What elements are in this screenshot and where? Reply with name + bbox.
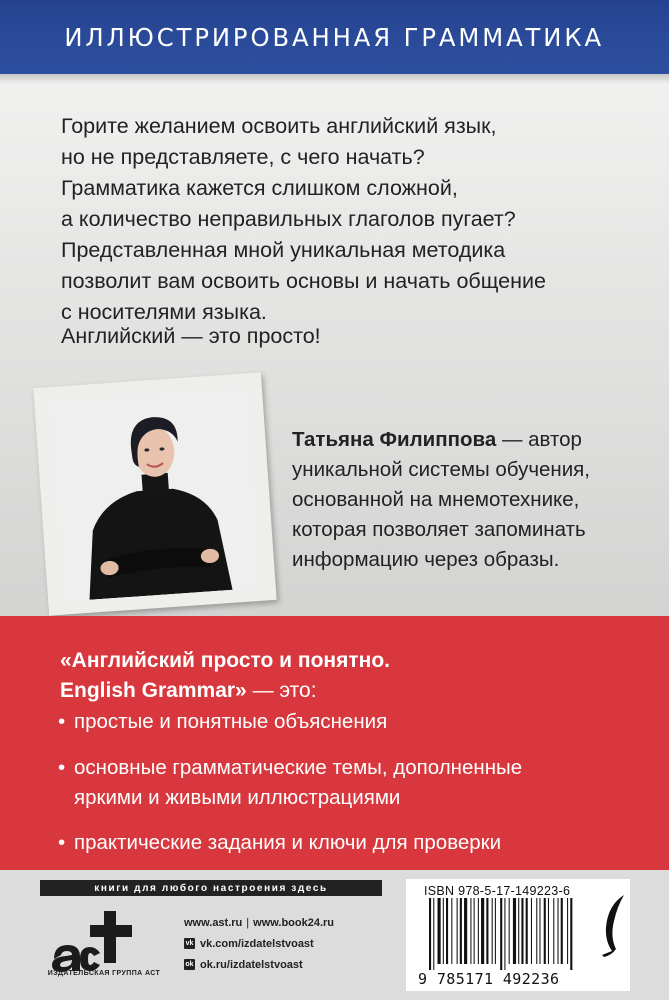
barcode-bar [464, 898, 467, 964]
bullet-icon: • [58, 831, 66, 854]
publisher-links [184, 912, 334, 975]
barcode-bar [492, 898, 493, 964]
barcode-bar [457, 898, 458, 964]
barcode-bar [486, 898, 488, 964]
intro-line: Представленная мной уникальная методика [61, 238, 506, 262]
feather-logo-icon [600, 893, 626, 959]
list-item-text: яркими и живыми иллюстрациями [74, 786, 401, 809]
list-item [58, 753, 648, 813]
features-title-line [60, 676, 640, 706]
barcode-bar [531, 898, 532, 964]
slogan-bar: книги для любого настроения здесь [40, 880, 382, 896]
barcode-bar [504, 898, 505, 970]
barcode-digits: 9 785171 492236 [418, 970, 560, 988]
publisher-caption: ИЗДАТЕЛЬСКАЯ ГРУППА АСТ [47, 970, 161, 977]
author-bio-text: — автор [496, 428, 582, 451]
barcode-bar [429, 898, 431, 970]
barcode-bar [443, 898, 444, 964]
barcode-bar [539, 898, 540, 964]
barcode-bar [474, 898, 475, 964]
features-title-line: «Английский просто и понятно. [60, 649, 390, 672]
barcode-bar [548, 898, 549, 964]
barcode-bar [451, 898, 452, 964]
website-link-ast[interactable]: www.ast.ru [184, 916, 243, 929]
barcode-bar [561, 898, 563, 964]
barcode-bar [509, 898, 510, 964]
barcode-bar [446, 898, 448, 964]
intro-line: Горите желанием освоить английский язык, [61, 114, 497, 138]
series-title: ИЛЛЮСТРИРОВАННАЯ ГРАММАТИКА [64, 22, 605, 52]
author-bio-line: информацию через образы. [292, 548, 560, 571]
intro-line: Грамматика кажется слишком сложной, [61, 176, 458, 200]
list-item-text: практические задания и ключи для проверки [74, 831, 502, 854]
barcode-bar [521, 898, 523, 964]
tagline: Английский — это просто! [61, 324, 321, 348]
vk-link[interactable]: vk.com/izdatelstvoast [200, 937, 314, 950]
bullet-icon: • [58, 756, 66, 779]
author-bio-line: уникальной системы обучения, [292, 458, 590, 481]
barcode-bar [433, 898, 434, 970]
intro-text [61, 111, 621, 328]
header-shadow [0, 74, 669, 84]
list-item-text: основные грамматические темы, дополненные [74, 756, 523, 779]
website-row [184, 912, 334, 933]
features-list [58, 707, 648, 858]
barcode-bar [536, 898, 537, 964]
vk-row [184, 933, 334, 954]
barcode-bar [567, 898, 568, 964]
barcode-bar [438, 898, 441, 964]
intro-line: но не представляете, с чего начать? [61, 145, 425, 169]
barcode-bar [481, 898, 484, 964]
intro-line: позволит вам освоить основы и начать общение [61, 269, 546, 293]
features-title-rest: — это: [246, 679, 317, 702]
barcode-bar [495, 898, 496, 964]
barcode-icon [427, 898, 602, 970]
features-title-bold: English Grammar» [60, 679, 247, 702]
barcode-bar [478, 898, 479, 964]
barcode-bar [570, 898, 572, 970]
barcode-bar [460, 898, 462, 964]
link-separator: | [246, 916, 250, 929]
author-bio [292, 425, 652, 575]
author-portrait-illustration [47, 386, 263, 602]
bullet-icon: • [58, 710, 66, 733]
vk-icon: vk [185, 940, 194, 947]
barcode-bar [470, 898, 471, 964]
header-band [0, 0, 669, 74]
ok-link[interactable]: ok.ru/izdatelstvoast [200, 958, 303, 971]
author-bio-line [292, 425, 652, 455]
barcode-bar [500, 898, 502, 970]
ok-icon: ok [185, 961, 194, 968]
author-photo [47, 386, 263, 602]
author-name: Татьяна Филиппова [292, 428, 497, 451]
ok-row [184, 954, 334, 975]
list-item [58, 828, 648, 858]
author-bio-line: основанной на мнемотехнике, [292, 488, 580, 511]
website-link-book24[interactable]: www.book24.ru [253, 916, 335, 929]
barcode-bar [513, 898, 516, 964]
barcode-bar [526, 898, 528, 964]
ast-logo-icon [44, 905, 154, 991]
list-item-text: простые и понятные объяснения [74, 710, 388, 733]
intro-line: а количество неправильных глаголов пугает? [61, 207, 516, 231]
author-bio-line: которая позволяет запоминать [292, 518, 586, 541]
barcode-bar [518, 898, 519, 964]
barcode-bar [544, 898, 546, 964]
author-photo-frame [33, 372, 276, 615]
features-title [60, 646, 640, 706]
barcode-bar [553, 898, 554, 964]
isbn-number: ISBN 978-5-17-149223-6 [424, 884, 571, 898]
list-item [58, 707, 648, 737]
intro-line: с носителями языка. [61, 300, 267, 324]
barcode-bar [558, 898, 559, 964]
